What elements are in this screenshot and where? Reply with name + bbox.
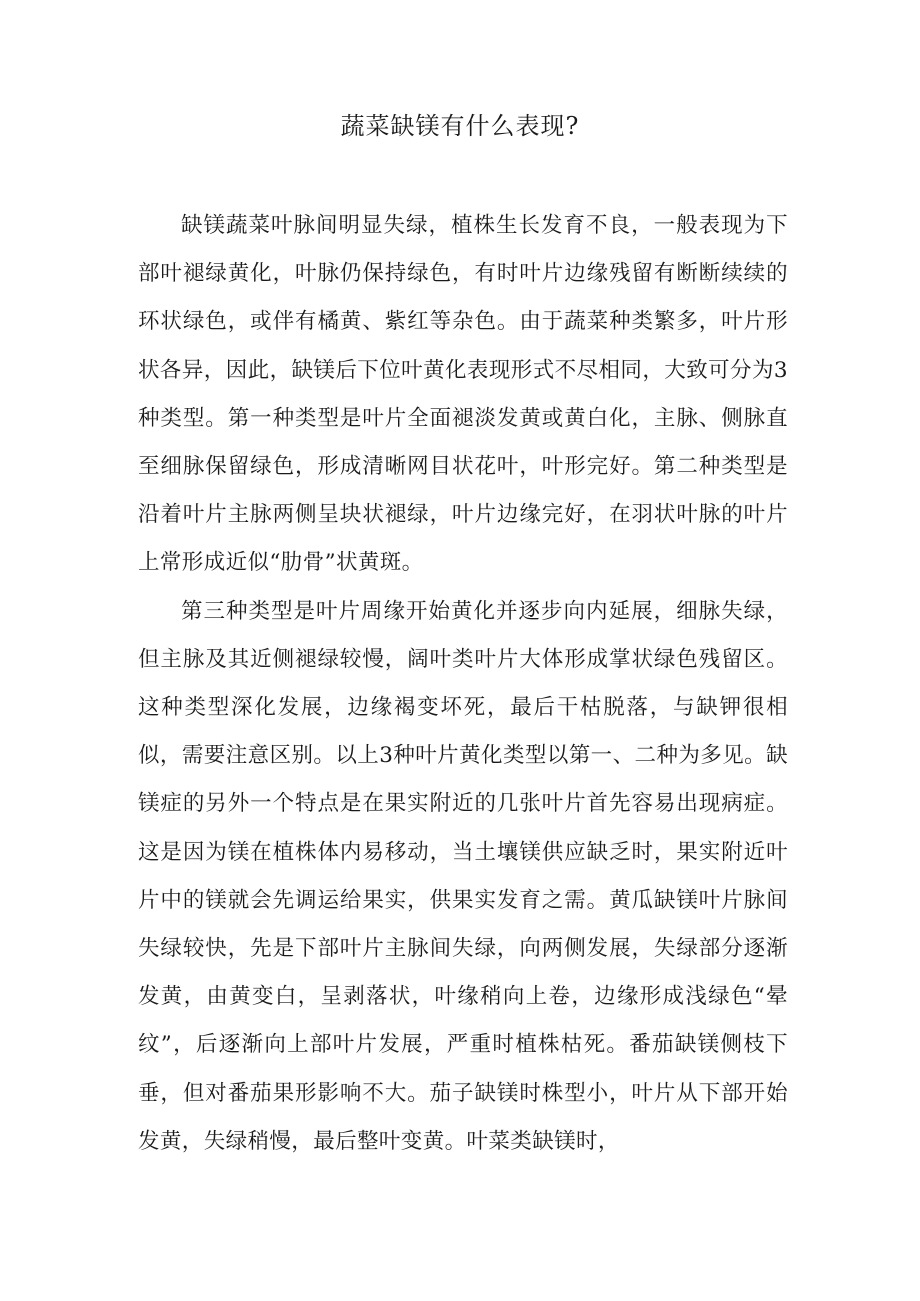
paragraph: 第三种类型是叶片周缘开始黄化并逐步向内延展，细脉失绿，但主脉及其近侧褪绿较慢，阔叶类叶片大体形成掌状绿色残留区。这种类型深化发展，边缘褐变坏死，最后干枯脱落，与缺钾很相似，需要注意区别。以上3种叶片黄化类型以第一、二种为多见。缺镁症的另外一个特点是在果实附近的几张叶片首先容易出现病症。这是因为镁在植株体内易移动，当土壤镁供应缺乏时，果实附近叶片中的镁就会先调运给果实，供果实发育之需。黄瓜缺镁叶片脉间失绿较快，先是下部叶片主脉间失绿，向两侧发展，失绿部分逐渐发黄，由黄变白，呈剥落状，叶缘稍向上卷，边缘形成浅绿色“晕纹”，后逐渐向上部叶片发展，严重时植株枯死。番茄缺镁侧枝下垂，但对番茄果形影响不大。茄子缺镁时株型小，叶片从下部开始发黄，失绿稍慢，最后整叶变黄。叶菜类缺镁时，: [138, 598, 788, 1154]
paragraph: 缺镁蔬菜叶脉间明显失绿，植株生长发育不良，一般表现为下部叶褪绿黄化，叶脉仍保持绿色，有时叶片边缘残留有断断续续的环状绿色，或伴有橘黄、紫红等杂色。由于蔬菜种类繁多，叶片形状各异，因此，缺镁后下位叶黄化表现形式不尽相同，大致可分为3种类型。第一种类型是叶片全面褪淡发黄或黄白化，主脉、侧脉直至细脉保留绿色，形成清晰网目状花叶，叶形完好。第二种类型是沿着叶片主脉两侧呈块状褪绿，叶片边缘完好，在羽状叶脉的叶片上常形成近似“肋骨”状黄斑。: [138, 213, 788, 576]
document-body: [138, 202, 788, 1166]
document-title: 蔬菜缺镁有什么表现?: [340, 112, 580, 140]
